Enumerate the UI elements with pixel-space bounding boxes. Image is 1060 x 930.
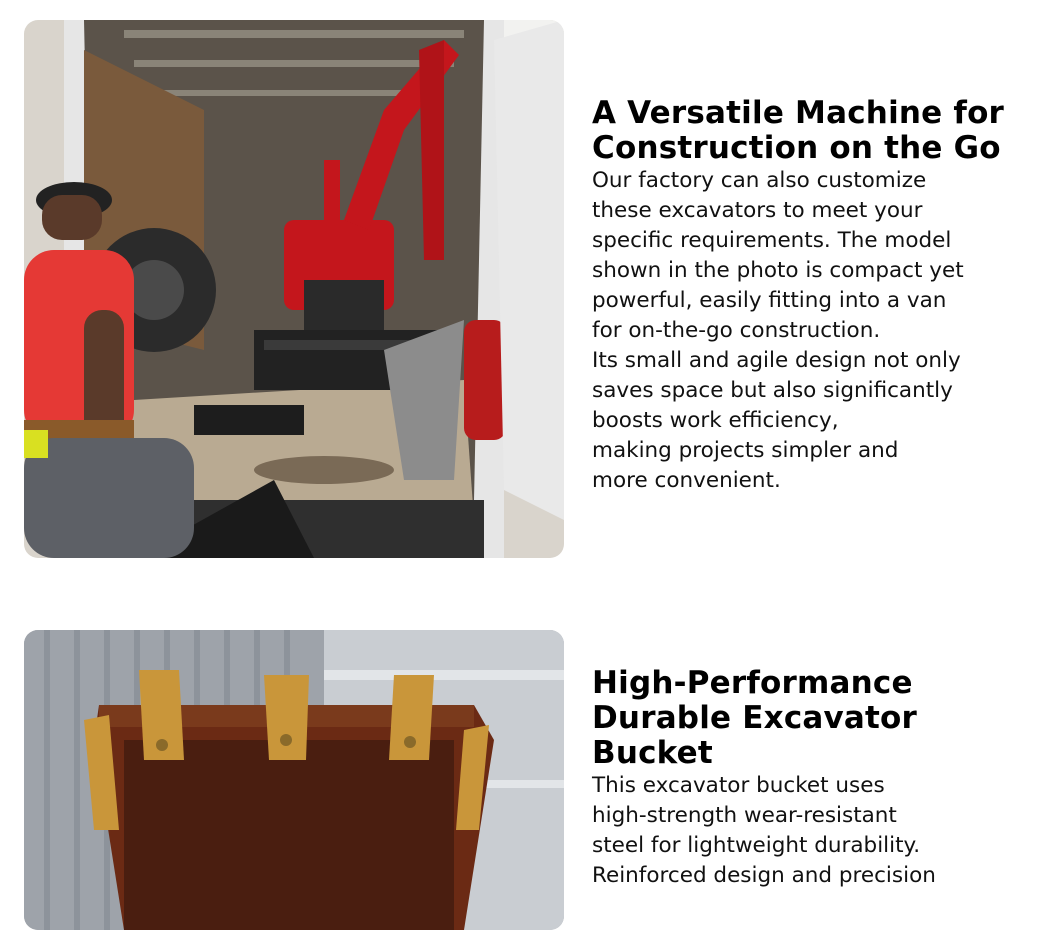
body-line: these excavators to meet your	[592, 198, 923, 223]
section-heading	[592, 666, 1032, 771]
body-line: powerful, easily fitting into a van	[592, 288, 947, 313]
heading-line: Durable Excavator	[592, 700, 918, 736]
feature-section-bucket	[0, 628, 1060, 900]
body-line: steel for lightweight durability.	[592, 833, 921, 858]
van-excavator-photo	[24, 20, 564, 558]
section-heading	[592, 96, 1032, 166]
body-line: specific requirements. The model	[592, 228, 952, 253]
heading-line: A Versatile Machine for	[592, 95, 1005, 131]
body-line: This excavator bucket uses	[592, 773, 885, 798]
body-line: Our factory can also customize	[592, 168, 927, 193]
body-line: making projects simpler and	[592, 438, 899, 463]
section-description	[592, 166, 1032, 496]
body-line: for on-the-go construction.	[592, 318, 881, 343]
body-line: more convenient.	[592, 468, 781, 493]
body-line: saves space but also significantly	[592, 378, 953, 403]
body-line: Reinforced design and precision	[592, 863, 936, 888]
heading-line: Construction on the Go	[592, 130, 1001, 166]
excavator-bucket-photo	[24, 630, 564, 930]
body-line: boosts work efficiency,	[592, 408, 839, 433]
feature-text-van	[592, 96, 1032, 496]
section-description	[592, 771, 1032, 891]
body-line: shown in the photo is compact yet	[592, 258, 964, 283]
feature-text-bucket	[592, 666, 1032, 891]
body-line: high-strength wear-resistant	[592, 803, 897, 828]
body-line: Its small and agile design not only	[592, 348, 961, 373]
heading-line: High-Performance	[592, 665, 913, 701]
heading-line: Bucket	[592, 735, 713, 771]
